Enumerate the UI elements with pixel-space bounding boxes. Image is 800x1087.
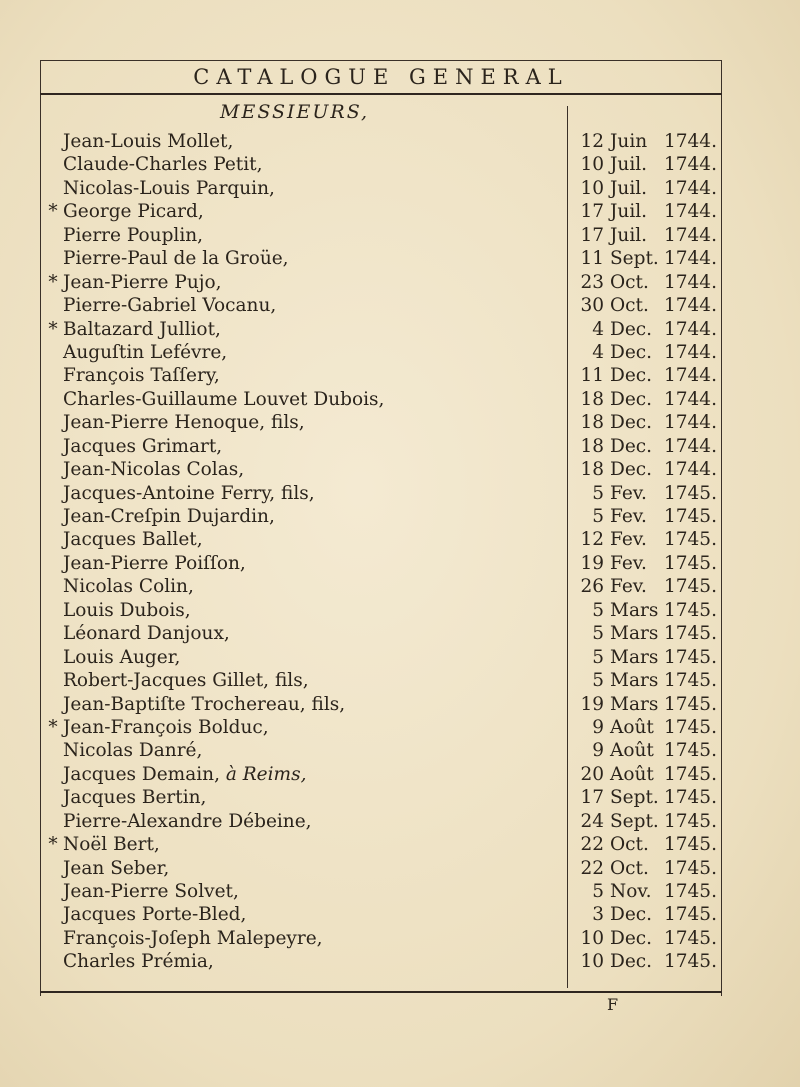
member-name bbox=[63, 810, 312, 833]
date-year: 1744. bbox=[664, 177, 717, 199]
date-day: 19 bbox=[580, 552, 604, 574]
member-name-text: Jean-Pierre Solvet, bbox=[63, 881, 239, 902]
date-day: 5 bbox=[592, 646, 604, 668]
date-day: 24 bbox=[580, 810, 604, 832]
list-item bbox=[0, 950, 800, 973]
list-item bbox=[0, 200, 800, 223]
date-month: Fev. bbox=[610, 506, 647, 527]
list-item bbox=[0, 552, 800, 575]
date-year: 1744. bbox=[664, 435, 717, 457]
date-day: 19 bbox=[580, 693, 604, 715]
member-name-text: Jacques Demain, bbox=[63, 763, 220, 785]
member-name bbox=[63, 950, 214, 973]
member-name-text: Nicolas-Louis Parquin, bbox=[63, 177, 275, 199]
date-month: Nov. bbox=[610, 881, 652, 902]
member-name bbox=[63, 271, 222, 294]
date-year: 1745. bbox=[664, 716, 717, 738]
date-day: 20 bbox=[580, 763, 604, 785]
date-month: Août bbox=[610, 740, 654, 762]
date-year: 1744. bbox=[664, 318, 717, 340]
member-name-text: Pierre-Gabriel Vocanu, bbox=[63, 295, 277, 317]
date-month: Oct. bbox=[610, 857, 649, 879]
member-name-text: Louis Auger, bbox=[63, 646, 181, 668]
list-item bbox=[0, 903, 800, 926]
member-name-text: George Picard, bbox=[63, 201, 204, 223]
date-year: 1745. bbox=[664, 787, 717, 809]
member-name-text: Jean-Pierre Pujo, bbox=[63, 271, 222, 293]
date-day: 4 bbox=[592, 341, 604, 363]
date-day: 23 bbox=[580, 271, 604, 293]
date-year: 1744. bbox=[664, 388, 717, 410]
date-month: Dec. bbox=[610, 412, 653, 434]
member-name-text: Jean Seber, bbox=[63, 857, 170, 879]
list-item bbox=[0, 646, 800, 669]
date-month: Mars bbox=[610, 693, 659, 715]
member-name bbox=[63, 153, 262, 176]
date-month: Août bbox=[610, 763, 654, 785]
list-item bbox=[0, 622, 800, 645]
list-item bbox=[0, 880, 800, 903]
member-name-text: Claude-Charles Petit, bbox=[63, 154, 263, 176]
date-year: 1745. bbox=[664, 623, 717, 645]
date-year: 1745. bbox=[664, 857, 717, 879]
member-name-text: Louis Dubois, bbox=[63, 599, 191, 621]
date-month: Mars bbox=[610, 670, 659, 692]
date-year: 1745. bbox=[664, 599, 717, 621]
list-item bbox=[0, 153, 800, 176]
date-day: 5 bbox=[592, 881, 604, 902]
list-item bbox=[0, 435, 800, 458]
date-day: 5 bbox=[592, 506, 604, 527]
member-name bbox=[63, 411, 305, 434]
list-item bbox=[0, 318, 800, 341]
date-day: 4 bbox=[592, 318, 604, 340]
member-name-text: Jean-Louis Mollet, bbox=[63, 131, 234, 152]
date-month: Fev. bbox=[610, 576, 647, 598]
date-day: 26 bbox=[580, 576, 604, 598]
date-year: 1745. bbox=[664, 927, 717, 949]
member-name bbox=[63, 341, 227, 364]
member-name-text: Jacques Grimart, bbox=[63, 435, 223, 457]
member-name-text: Noël Bert, bbox=[63, 834, 160, 856]
date-month: Juil. bbox=[610, 224, 648, 246]
member-name-text: Pierre-Alexandre Débeine, bbox=[63, 810, 312, 832]
date-day: 12 bbox=[580, 131, 604, 152]
member-name bbox=[63, 528, 203, 551]
date-day: 5 bbox=[592, 482, 604, 504]
date-month: Fev. bbox=[610, 529, 647, 551]
member-name-text: Charles-Guillaume Louvet Dubois, bbox=[63, 388, 385, 410]
list-item bbox=[0, 528, 800, 551]
member-name bbox=[63, 927, 323, 950]
list-item bbox=[0, 130, 800, 153]
list-item bbox=[0, 364, 800, 387]
member-name bbox=[63, 786, 206, 809]
list-item bbox=[0, 224, 800, 247]
date-month: Oct. bbox=[610, 271, 649, 293]
date-month: Sept. bbox=[610, 810, 659, 832]
member-name-text: Jean-François Bolduc, bbox=[63, 716, 269, 738]
list-item bbox=[0, 505, 800, 528]
date-year: 1745. bbox=[664, 763, 717, 785]
list-item bbox=[0, 388, 800, 411]
list-item bbox=[0, 763, 800, 786]
member-place: à Reims, bbox=[225, 763, 307, 785]
date-month: Dec. bbox=[610, 318, 653, 340]
member-name-text: Jean-Baptiſte Trochereau, fils, bbox=[63, 693, 346, 715]
date-day: 10 bbox=[580, 177, 604, 199]
list-item bbox=[0, 927, 800, 950]
member-name bbox=[63, 575, 194, 598]
date-month: Dec. bbox=[610, 459, 653, 481]
date-day: 3 bbox=[592, 904, 604, 926]
member-name-text: François-Joſeph Malepeyre, bbox=[63, 927, 323, 949]
date-day: 18 bbox=[580, 388, 604, 410]
date-day: 9 bbox=[592, 740, 604, 762]
member-name bbox=[63, 294, 276, 317]
member-name bbox=[63, 224, 203, 247]
date-day: 17 bbox=[580, 787, 604, 809]
member-name bbox=[63, 552, 246, 575]
list-item bbox=[0, 341, 800, 364]
date-month: Juil. bbox=[610, 177, 648, 199]
member-name-text: Robert-Jacques Gillet, fils, bbox=[63, 670, 309, 692]
date-day: 9 bbox=[592, 716, 604, 738]
list-item bbox=[0, 810, 800, 833]
member-name-text: Jacques Ballet, bbox=[63, 529, 203, 551]
date-year: 1745. bbox=[664, 834, 717, 856]
date-year: 1745. bbox=[664, 904, 717, 926]
date-day: 17 bbox=[580, 201, 604, 223]
list-item bbox=[0, 599, 800, 622]
member-name bbox=[63, 880, 239, 903]
date-year: 1745. bbox=[664, 670, 717, 692]
date-month: Juil. bbox=[610, 154, 648, 176]
date-year: 1744. bbox=[664, 224, 717, 246]
running-title: CATALOGUE GENERAL bbox=[193, 65, 569, 89]
date-day: 18 bbox=[580, 412, 604, 434]
date-year: 1744. bbox=[664, 131, 717, 152]
date-day: 22 bbox=[580, 857, 604, 879]
member-name bbox=[63, 318, 221, 341]
member-name-text: Jean-Creſpin Dujardin, bbox=[63, 506, 275, 527]
member-name bbox=[63, 669, 309, 692]
date-year: 1745. bbox=[664, 529, 717, 551]
list-item bbox=[0, 177, 800, 200]
date-month: Dec. bbox=[610, 435, 653, 457]
member-name bbox=[63, 505, 275, 528]
list-item bbox=[0, 458, 800, 481]
date-year: 1744. bbox=[664, 365, 717, 387]
date-year: 1744. bbox=[664, 459, 717, 481]
date-month: Dec. bbox=[610, 341, 653, 363]
list-item bbox=[0, 271, 800, 294]
member-name-text: Charles Prémia, bbox=[63, 951, 214, 973]
member-name bbox=[63, 833, 160, 856]
top-rule bbox=[40, 93, 722, 95]
date-day: 10 bbox=[580, 951, 604, 973]
date-year: 1745. bbox=[664, 646, 717, 668]
member-name bbox=[63, 693, 345, 716]
date-month: Mars bbox=[610, 623, 659, 645]
member-name bbox=[63, 130, 233, 153]
date-day: 18 bbox=[580, 459, 604, 481]
member-name bbox=[63, 857, 169, 880]
member-name-text: Jean-Nicolas Colas, bbox=[63, 459, 245, 481]
date-day: 11 bbox=[580, 248, 604, 270]
list-item bbox=[0, 669, 800, 692]
date-day: 10 bbox=[580, 927, 604, 949]
member-list bbox=[0, 130, 800, 974]
member-name bbox=[63, 599, 191, 622]
asterisk-mark: * bbox=[48, 834, 58, 856]
member-name bbox=[63, 646, 180, 669]
date-year: 1744. bbox=[664, 412, 717, 434]
signature-mark: F bbox=[607, 995, 619, 1014]
date-year: 1745. bbox=[664, 482, 717, 504]
date-year: 1745. bbox=[664, 951, 717, 973]
member-name bbox=[63, 458, 244, 481]
member-name-text: Nicolas Danré, bbox=[63, 740, 203, 762]
date-day: 11 bbox=[580, 365, 604, 387]
list-item bbox=[0, 716, 800, 739]
date-month: Sept. bbox=[610, 787, 659, 809]
member-name-text: Auguſtin Lefévre, bbox=[63, 341, 228, 363]
date-month: Dec. bbox=[610, 951, 653, 973]
member-name bbox=[63, 739, 202, 762]
member-name-text: Pierre-Paul de la Groüe, bbox=[63, 248, 289, 270]
date-day: 5 bbox=[592, 670, 604, 692]
member-name bbox=[63, 200, 204, 223]
date-day: 30 bbox=[580, 295, 604, 317]
date-year: 1744. bbox=[664, 248, 717, 270]
date-month: Sept. bbox=[610, 248, 659, 270]
date-day: 17 bbox=[580, 224, 604, 246]
member-name-text: Jean-Pierre Henoque, fils, bbox=[63, 412, 305, 434]
date-day: 22 bbox=[580, 834, 604, 856]
member-name-text: Léonard Danjoux, bbox=[63, 623, 230, 645]
date-month: Dec. bbox=[610, 365, 653, 387]
member-name bbox=[63, 763, 306, 786]
asterisk-mark: * bbox=[48, 271, 58, 293]
member-name bbox=[63, 903, 246, 926]
date-year: 1744. bbox=[664, 271, 717, 293]
date-year: 1744. bbox=[664, 341, 717, 363]
date-year: 1744. bbox=[664, 295, 717, 317]
date-year: 1745. bbox=[664, 693, 717, 715]
date-month: Fev. bbox=[610, 552, 647, 574]
date-year: 1745. bbox=[664, 881, 717, 902]
member-name-text: Pierre Pouplin, bbox=[63, 224, 204, 246]
date-month: Août bbox=[610, 716, 654, 738]
date-month: Dec. bbox=[610, 927, 653, 949]
date-day: 18 bbox=[580, 435, 604, 457]
member-name bbox=[63, 622, 230, 645]
date-year: 1745. bbox=[664, 810, 717, 832]
list-item bbox=[0, 247, 800, 270]
date-year: 1745. bbox=[664, 552, 717, 574]
member-name bbox=[63, 388, 384, 411]
list-item bbox=[0, 693, 800, 716]
date-year: 1745. bbox=[664, 506, 717, 527]
list-item bbox=[0, 833, 800, 856]
list-item bbox=[0, 739, 800, 762]
date-month: Mars bbox=[610, 599, 659, 621]
list-item bbox=[0, 411, 800, 434]
date-day: 10 bbox=[580, 154, 604, 176]
list-item bbox=[0, 857, 800, 880]
date-day: 5 bbox=[592, 623, 604, 645]
date-year: 1744. bbox=[664, 201, 717, 223]
member-name-text: Nicolas Colin, bbox=[63, 576, 194, 598]
date-month: Fev. bbox=[610, 482, 647, 504]
date-month: Juil. bbox=[610, 201, 648, 223]
date-month: Mars bbox=[610, 646, 659, 668]
date-day: 5 bbox=[592, 599, 604, 621]
member-name-text: Baltazard Julliot, bbox=[63, 318, 221, 340]
asterisk-mark: * bbox=[48, 318, 58, 340]
member-name bbox=[63, 716, 269, 739]
member-name bbox=[63, 482, 315, 505]
date-month: Juin bbox=[610, 131, 648, 152]
date-month: Dec. bbox=[610, 388, 653, 410]
bottom-rule bbox=[40, 991, 722, 993]
list-item bbox=[0, 294, 800, 317]
asterisk-mark: * bbox=[48, 201, 58, 223]
date-month: Oct. bbox=[610, 834, 649, 856]
member-name bbox=[63, 247, 289, 270]
member-name bbox=[63, 435, 222, 458]
list-item bbox=[0, 575, 800, 598]
date-year: 1744. bbox=[664, 154, 717, 176]
date-month: Dec. bbox=[610, 904, 653, 926]
asterisk-mark: * bbox=[48, 716, 58, 738]
date-year: 1745. bbox=[664, 740, 717, 762]
member-name-text: François Taſſery, bbox=[63, 365, 220, 387]
member-name-text: Jacques Porte-Bled, bbox=[63, 904, 247, 926]
member-name-text: Jacques Bertin, bbox=[63, 787, 207, 809]
member-name bbox=[63, 177, 275, 200]
date-day: 12 bbox=[580, 529, 604, 551]
date-month: Oct. bbox=[610, 295, 649, 317]
member-name bbox=[63, 364, 220, 387]
list-item bbox=[0, 482, 800, 505]
list-item bbox=[0, 786, 800, 809]
date-year: 1745. bbox=[664, 576, 717, 598]
member-name-text: Jean-Pierre Poiſſon, bbox=[63, 552, 246, 574]
list-heading: MESSIEURS, bbox=[220, 101, 370, 123]
member-name-text: Jacques-Antoine Ferry, fils, bbox=[63, 482, 315, 504]
